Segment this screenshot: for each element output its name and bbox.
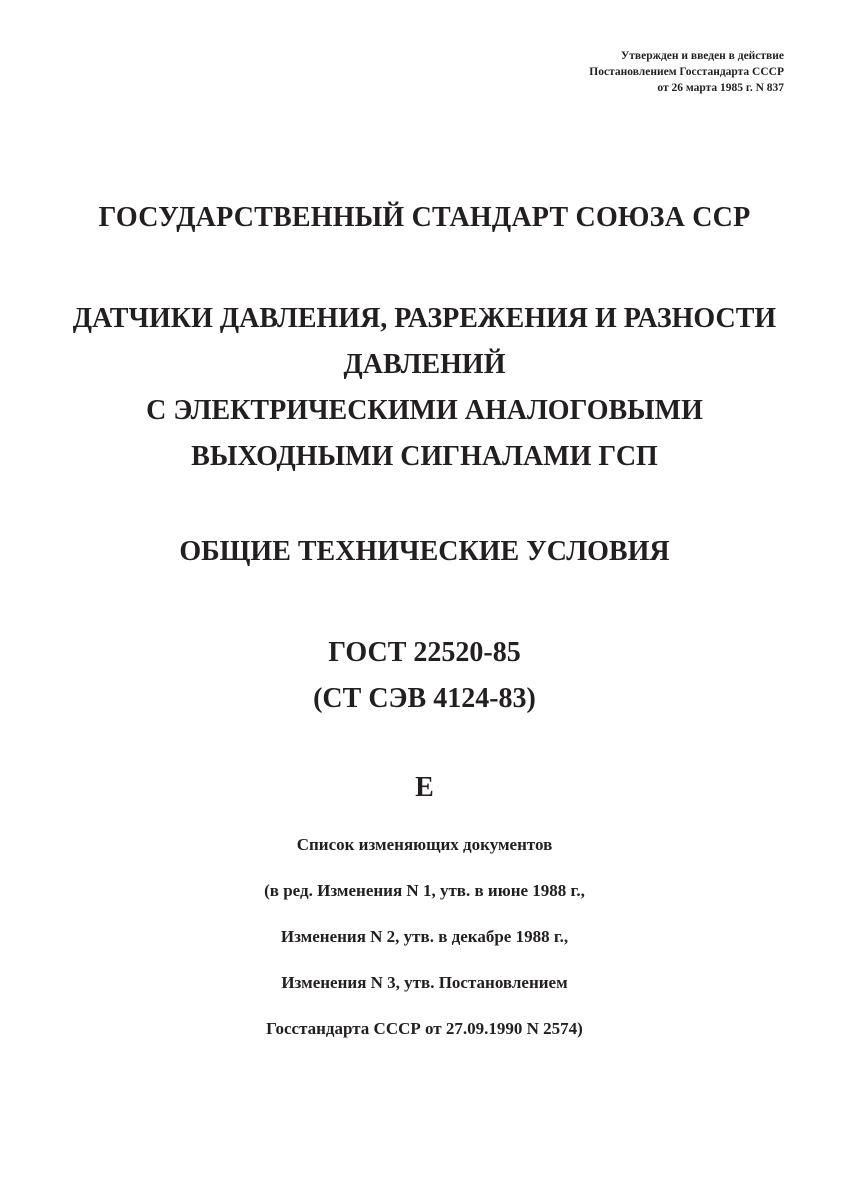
gost-number: ГОСТ 22520-85 <box>328 637 521 668</box>
title-line: ДАВЛЕНИЙ <box>343 349 506 380</box>
state-standard-heading: ГОСУДАРСТВЕННЫЙ СТАНДАРТ СОЮЗА ССР <box>98 202 751 233</box>
change-list-item: (в ред. Изменения N 1, утв. в июне 1988 г., <box>264 881 585 900</box>
approval-line: Утвержден и введен в действие <box>620 50 784 62</box>
group-letter: Е <box>415 772 434 803</box>
standard-designation <box>0 630 849 722</box>
change-list-item: Изменения N 3, утв. Постановлением <box>281 973 568 992</box>
approval-note <box>589 48 784 96</box>
document-subtitle <box>0 532 849 572</box>
cmea-number: (СТ СЭВ 4124-83) <box>313 683 536 714</box>
title-line: ДАТЧИКИ ДАВЛЕНИЯ, РАЗРЕЖЕНИЯ И РАЗНОСТИ <box>72 303 777 334</box>
title-line: С ЭЛЕКТРИЧЕСКИМИ АНАЛОГОВЫМИ <box>146 395 703 426</box>
change-list-item: Госстандарта СССР от 27.09.1990 N 2574) <box>266 1019 583 1038</box>
subtitle-text: ОБЩИЕ ТЕХНИЧЕСКИЕ УСЛОВИЯ <box>179 536 670 567</box>
document-title <box>0 296 849 480</box>
change-list-heading: Список изменяющих документов <box>296 835 553 854</box>
title-line: ВЫХОДНЫМИ СИГНАЛАМИ ГСП <box>191 441 658 472</box>
change-list <box>0 822 849 1052</box>
change-list-item: Изменения N 2, утв. в декабре 1988 г., <box>280 927 569 946</box>
approval-line: Постановлением Госстандарта СССР <box>589 66 784 78</box>
approval-line: от 26 марта 1985 г. N 837 <box>657 82 784 94</box>
